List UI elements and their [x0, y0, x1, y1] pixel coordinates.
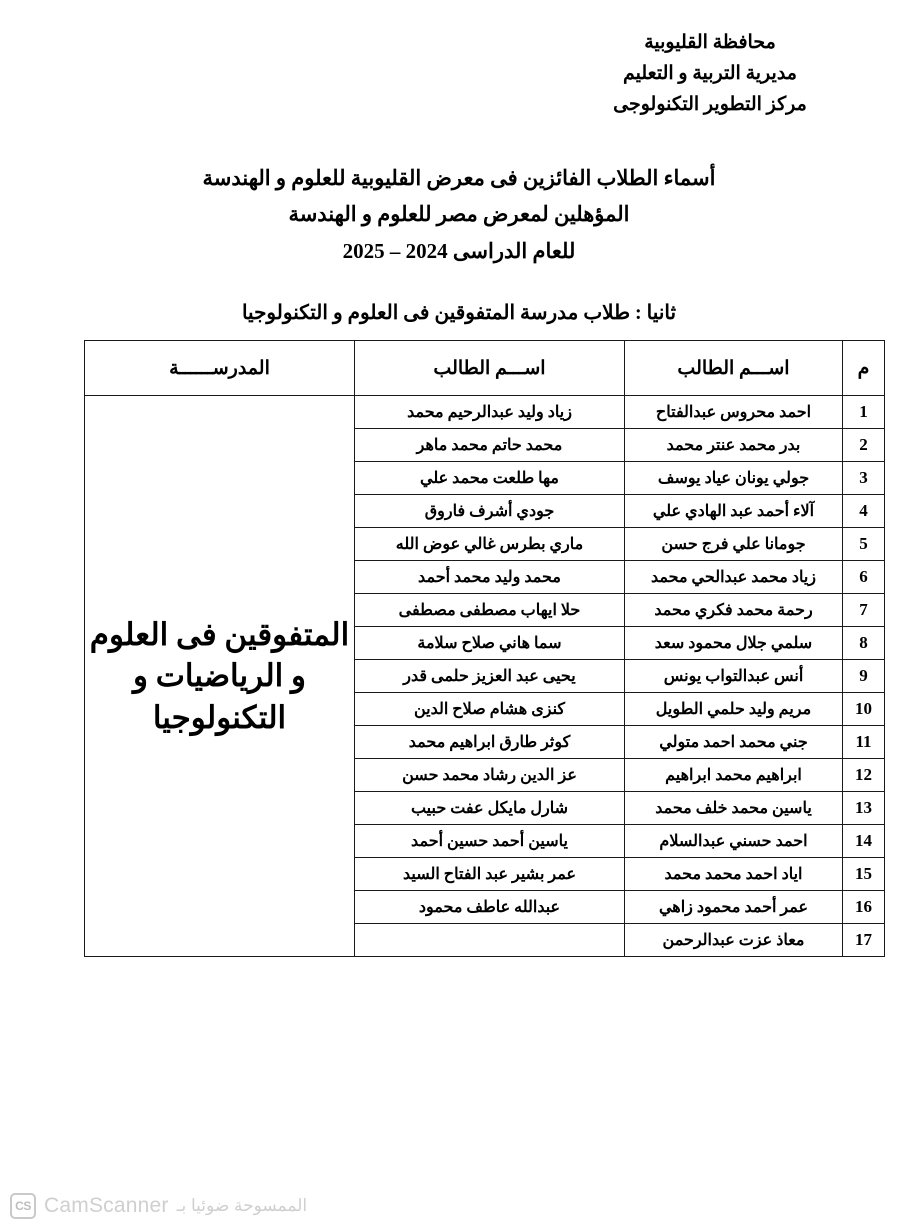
cell-row-number: 5 [843, 528, 885, 561]
table-header-row [85, 341, 885, 396]
cell-student-name-1: رحمة محمد فكري محمد [625, 594, 843, 627]
cell-student-name-1: سلمي جلال محمود سعد [625, 627, 843, 660]
cell-row-number: 6 [843, 561, 885, 594]
cell-row-number: 12 [843, 759, 885, 792]
cell-student-name-1: مريم وليد حلمي الطويل [625, 693, 843, 726]
title-line-2: المؤهلين لمعرض مصر للعلوم و الهندسة [288, 202, 630, 227]
camscanner-watermark [10, 1193, 307, 1219]
cell-student-name-2: يحيى عبد العزيز حلمى قدر [355, 660, 625, 693]
cell-student-name-2: محمد حاتم محمد ماهر [355, 429, 625, 462]
cell-student-name-1: معاذ عزت عبدالرحمن [625, 924, 843, 957]
cell-student-name-1: جومانا علي فرج حسن [625, 528, 843, 561]
cell-row-number: 16 [843, 891, 885, 924]
section-subtitle: ثانيا : طلاب مدرسة المتفوقين فى العلوم و التكنولوجيا [241, 302, 677, 324]
cell-student-name-2: مها طلعت محمد علي [355, 462, 625, 495]
document-title [0, 160, 918, 269]
cell-student-name-1: ابراهيم محمد ابراهيم [625, 759, 843, 792]
cell-row-number: 9 [843, 660, 885, 693]
camscanner-arabic-text: الممسوحة ضوئيا بـ [176, 1196, 308, 1215]
cell-student-name-1: آلاء أحمد عبد الهادي علي [625, 495, 843, 528]
cell-student-name-2: ياسين أحمد حسين أحمد [355, 825, 625, 858]
title-academic-year: للعام الدراسى 2024 – 2025 [342, 238, 576, 263]
cell-student-name-1: جني محمد احمد متولي [625, 726, 843, 759]
cell-student-name-1: احمد حسني عبدالسلام [625, 825, 843, 858]
table-row [85, 396, 885, 429]
cell-student-name-2: سما هاني صلاح سلامة [355, 627, 625, 660]
cell-row-number: 14 [843, 825, 885, 858]
letterhead-governorate: محافظة القليوبية [644, 32, 776, 53]
cell-student-name-2: زياد وليد عبدالرحيم محمد [355, 396, 625, 429]
cell-row-number: 11 [843, 726, 885, 759]
letterhead-center: مركز التطوير التكنولوجى [613, 93, 807, 115]
cell-student-name-1: عمر أحمد محمود زاهي [625, 891, 843, 924]
camscanner-brand-text: CamScanner [44, 1194, 169, 1217]
cell-row-number: 7 [843, 594, 885, 627]
cell-row-number: 3 [843, 462, 885, 495]
cell-student-name-1: بدر محمد عنتر محمد [625, 429, 843, 462]
cell-row-number: 1 [843, 396, 885, 429]
students-table-container [85, 340, 885, 957]
cell-student-name-2 [355, 924, 625, 957]
cell-student-name-1: جولي يونان عياد يوسف [625, 462, 843, 495]
cell-row-number: 4 [843, 495, 885, 528]
cell-row-number: 15 [843, 858, 885, 891]
students-table [84, 340, 885, 957]
table-header [85, 341, 885, 396]
camscanner-logo-icon: CS [10, 1193, 36, 1219]
letterhead-directorate: مديرية التربية و التعليم [623, 62, 797, 84]
cell-student-name-2: كوثر طارق ابراهيم محمد [355, 726, 625, 759]
cell-student-name-2: حلا ايهاب مصطفى مصطفى [355, 594, 625, 627]
cell-row-number: 10 [843, 693, 885, 726]
cell-row-number: 8 [843, 627, 885, 660]
cell-student-name-2: جودي أشرف فاروق [355, 495, 625, 528]
column-header-student-name-1: اســـم الطالب [625, 341, 843, 396]
column-header-student-name-2: اســـم الطالب [355, 341, 625, 396]
title-line-1: أسماء الطلاب الفائزين فى معرض القليوبية للعلوم و الهندسة [202, 166, 716, 190]
cell-student-name-2: شارل مايكل عفت حبيب [355, 792, 625, 825]
cell-student-name-2: عبدالله عاطف محمود [355, 891, 625, 924]
cell-school-name [85, 396, 355, 957]
cell-student-name-2: ماري بطرس غالي عوض الله [355, 528, 625, 561]
cell-student-name-1: أنس عبدالتواب يونس [625, 660, 843, 693]
cell-student-name-2: عز الدين رشاد محمد حسن [355, 759, 625, 792]
cell-student-name-2: عمر بشير عبد الفتاح السيد [355, 858, 625, 891]
cell-student-name-1: زياد محمد عبدالحي محمد [625, 561, 843, 594]
cell-student-name-2: كنزى هشام صلاح الدين [355, 693, 625, 726]
cell-student-name-1: احمد محروس عبدالفتاح [625, 396, 843, 429]
cell-row-number: 2 [843, 429, 885, 462]
cell-student-name-1: اياد احمد محمد محمد [625, 858, 843, 891]
column-header-number: م [843, 341, 885, 396]
column-header-school: المدرســــــة [85, 341, 355, 396]
cell-row-number: 13 [843, 792, 885, 825]
letterhead [540, 28, 880, 120]
school-name-text: المتفوقين فى العلوم و الرياضيات و التكنولوجيا [89, 617, 350, 735]
cell-student-name-1: ياسين محمد خلف محمد [625, 792, 843, 825]
cell-student-name-2: محمد وليد محمد أحمد [355, 561, 625, 594]
table-body [85, 396, 885, 957]
cell-row-number: 17 [843, 924, 885, 957]
